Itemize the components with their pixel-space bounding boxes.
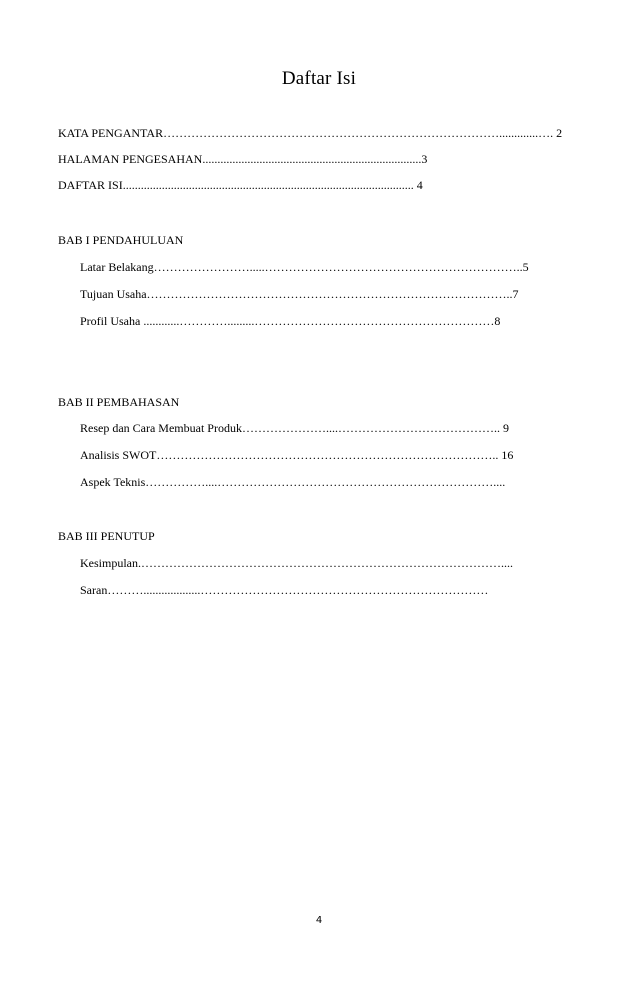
toc-heading-bab-3: BAB III PENUTUP [58, 529, 155, 543]
toc-entry-latar-belakang: Latar Belakang…………………….....………………………………………………………..5 [80, 260, 529, 274]
toc-heading-bab-1: BAB I PENDAHULUAN [58, 233, 184, 247]
toc-entry-resep: Resep dan Cara Membuat Produk…………………....………………………………….. 9 [80, 421, 509, 435]
toc-entry-aspek-teknis: Aspek Teknis……………....…………………………………………………………….... [80, 475, 506, 489]
toc-entry-profil-usaha: Profil Usaha ............………….........……………………………………………………8 [80, 314, 501, 328]
toc-entry-tujuan-usaha: Tujuan Usaha………………………………………………………………………………..7 [80, 287, 519, 301]
page-title: Daftar Isi [281, 68, 357, 89]
toc-heading-bab-2: BAB II PEMBAHASAN [58, 395, 180, 409]
toc-entry-kata-pengantar: KATA PENGANTAR………………………………………………………………………….............…. 2 [58, 126, 563, 140]
toc-entry-halaman-pengesahan: HALAMAN PENGESAHAN.........................................................................3 [58, 152, 428, 166]
toc-entry-kesimpulan: Kesimpulan.……………………………………………………………………………….... [80, 556, 513, 570]
toc-entry-saran: Saran………...................……………………………………………………………… [80, 583, 489, 597]
page-number: 4 [315, 915, 323, 926]
toc-entry-analisis-swot: Analisis SWOT………………………………………………………………………….. 16 [80, 448, 514, 462]
toc-entry-daftar-isi: DAFTAR ISI................................................................................................. 4 [58, 178, 423, 192]
